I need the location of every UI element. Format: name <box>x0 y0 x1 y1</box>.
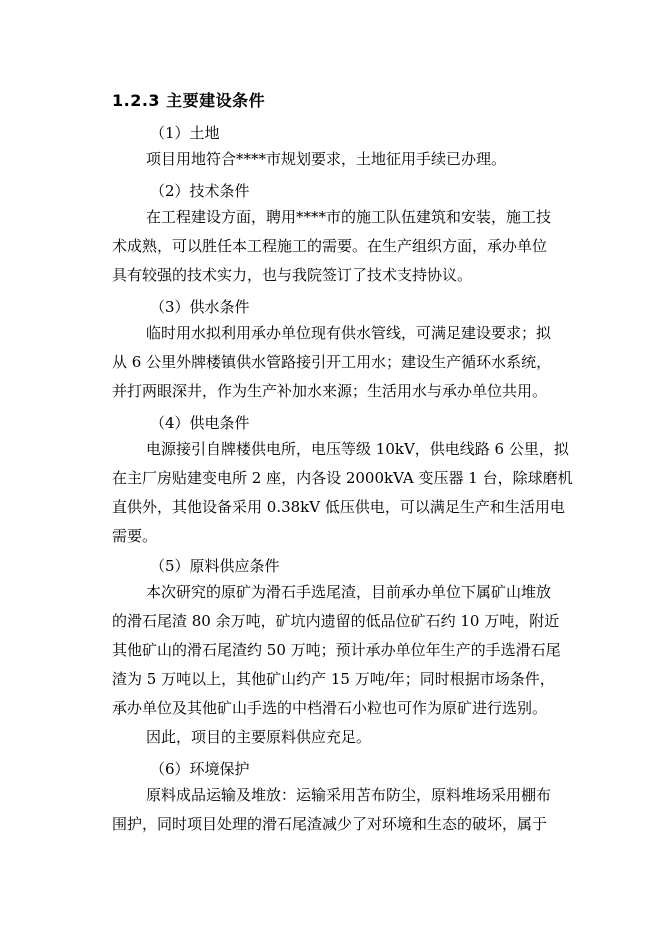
text-line: 需要。 <box>112 527 158 545</box>
section-heading: 1.2.3 主要建设条件 <box>112 91 266 110</box>
subsection-title-land: （1）土地 <box>150 124 220 142</box>
subsection-title-raw-material: （5）原料供应条件 <box>150 557 280 575</box>
text-line: 渣为 5 万吨以上，其他矿山约产 15 万吨/年；同时根据市场条件， <box>112 670 555 688</box>
paragraph-land <box>112 145 582 174</box>
text-line: 从 6 公里外牌楼镇供水管路接引开工用水；建设生产循环水系统， <box>112 353 552 371</box>
text-line: 的滑石尾渣 80 余万吨，矿坑内遗留的低品位矿石约 10 万吨，附近 <box>112 612 560 630</box>
paragraph-water <box>112 319 582 406</box>
text-line: 直供外，其他设备采用 0.38kV 低压供电，可以满足生产和生活用电 <box>112 498 565 516</box>
subsection-title-power: （4）供电条件 <box>150 414 250 432</box>
text-line: 在主厂房贴建变电所 2 座，内各设 2000kVA 变压器 1 台，除球磨机 <box>112 469 573 487</box>
text-line: 承办单位及其他矿山手选的中档滑石小粒也可作为原矿进行选别。 <box>112 699 548 717</box>
text-line: 并打两眼深井，作为生产补加水来源；生活用水与承办单位共用。 <box>112 382 548 400</box>
text-line: 具有较强的技术实力，也与我院签订了技术支持协议。 <box>112 266 473 284</box>
subsection-title-environment: （6）环境保护 <box>150 760 250 778</box>
text-line: 术成熟，可以胜任本工程施工的需要。在生产组织方面，承办单位 <box>112 237 548 255</box>
paragraph-environment <box>112 781 582 839</box>
text-line: 因此，项目的主要原料供应充足。 <box>146 728 372 746</box>
text-line: 其他矿山的滑石尾渣约 50 万吨；预计承办单位年生产的手选滑石尾 <box>112 641 561 659</box>
subsection-title-technical: （2）技术条件 <box>150 182 250 200</box>
paragraph-raw-material <box>112 578 582 752</box>
text-line: 围护，同时项目处理的滑石尾渣减少了对环境和生态的破坏，属于 <box>112 815 548 833</box>
text-line: 原料成品运输及堆放：运输采用苫布防尘，原料堆场采用棚布 <box>146 786 552 804</box>
subsection-title-water: （3）供水条件 <box>150 298 250 316</box>
paragraph-technical <box>112 203 582 290</box>
text-line: 本次研究的原矿为滑石手选尾渣，目前承办单位下属矿山堆放 <box>146 583 552 601</box>
text-line: 电源接引自牌楼供电所，电压等级 10kV，供电线路 6 公里，拟 <box>146 440 569 458</box>
text-line: 临时用水拟利用承办单位现有供水管线，可满足建设要求；拟 <box>146 324 552 342</box>
paragraph-power <box>112 435 582 551</box>
text-line: 项目用地符合****市规划要求，土地征用手续已办理。 <box>146 150 507 168</box>
text-line: 在工程建设方面，聘用****市的施工队伍建筑和安装，施工技 <box>146 208 552 226</box>
